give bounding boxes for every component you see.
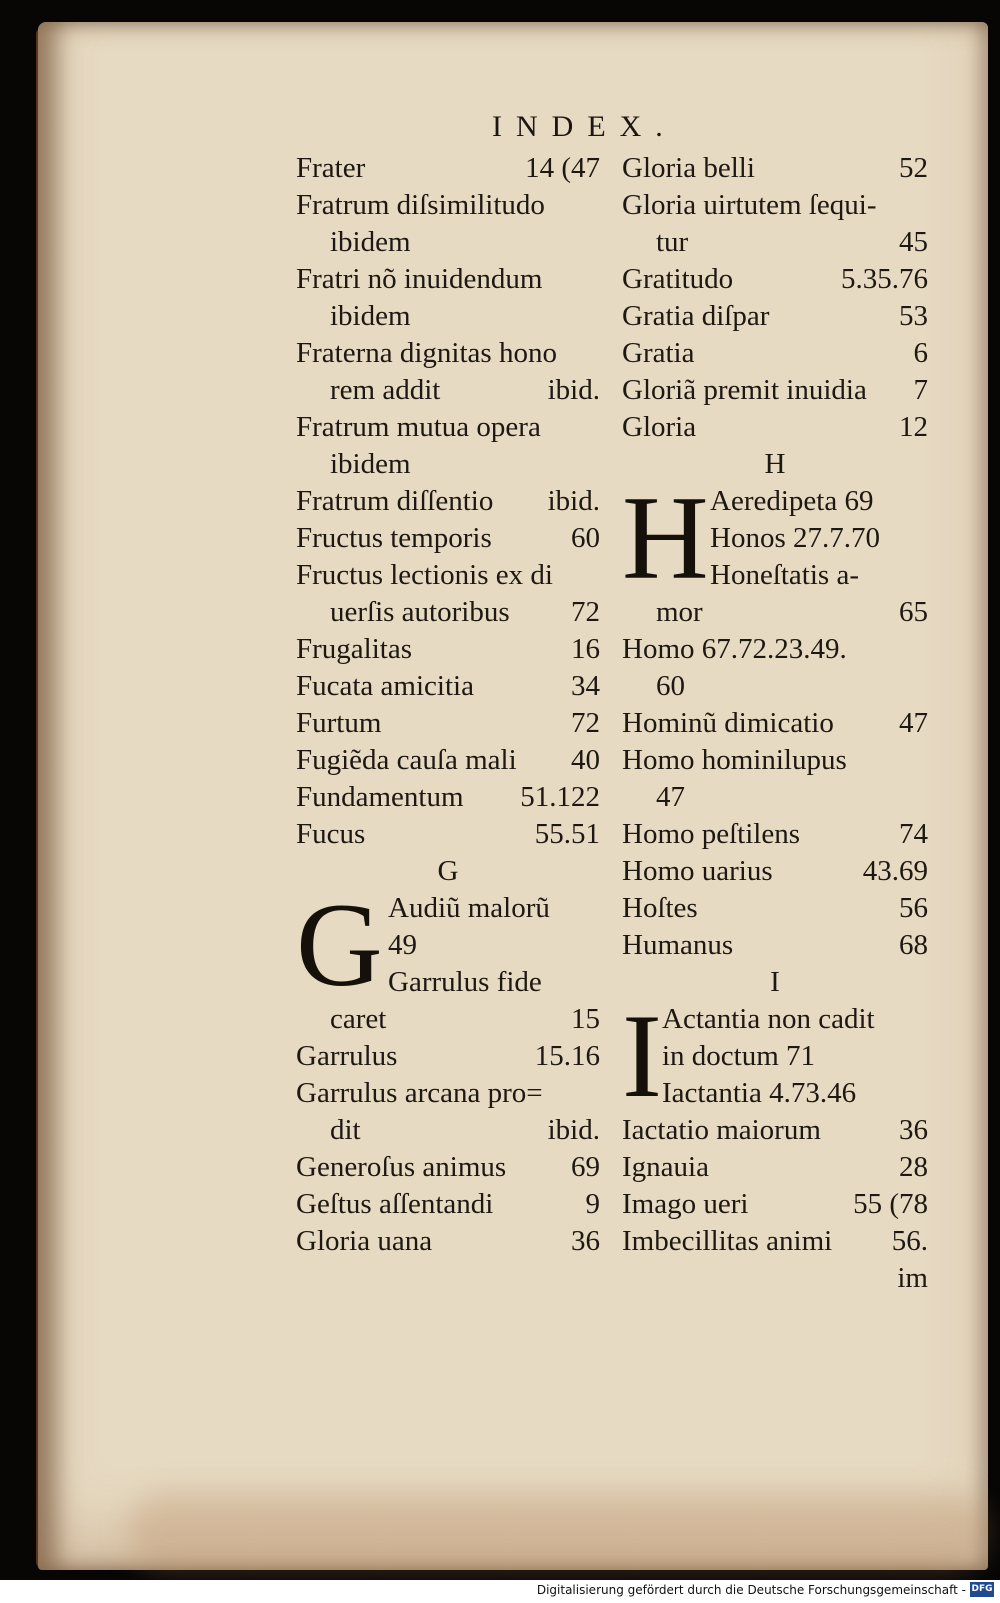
index-entry xyxy=(622,853,928,890)
index-entry xyxy=(296,483,600,520)
footer-credit: Digitalisierung gefördert durch die Deutsche Forschungsgemeinschaft - xyxy=(536,1583,966,1597)
entry-term: Frater xyxy=(296,152,366,184)
entry-page: 68 xyxy=(899,929,928,961)
entry-page: 55.51 xyxy=(534,818,600,850)
drop-cap-line: Honeſtatis a- xyxy=(710,559,859,591)
index-entry xyxy=(296,187,600,224)
entry-term: Frugalitas xyxy=(296,633,412,665)
index-entry xyxy=(296,520,600,557)
entry-term: dit xyxy=(330,1114,361,1146)
entry-page: 47 xyxy=(899,707,928,739)
entry-term: Gloriã premit inuidia xyxy=(622,374,867,406)
entry-term: Hoſtes xyxy=(622,892,698,924)
index-entry xyxy=(296,1001,600,1038)
entry-page: 60 xyxy=(571,522,600,554)
drop-cap: G xyxy=(296,878,383,1011)
entry-term: Fundamentum xyxy=(296,781,464,813)
entry-page: 74 xyxy=(899,818,928,850)
entry-page: 36 xyxy=(571,1225,600,1257)
index-entry xyxy=(622,224,928,261)
entry-term: Humanus xyxy=(622,929,734,961)
catchword: im xyxy=(897,1262,928,1294)
index-entry xyxy=(296,631,600,668)
entry-page: 7 xyxy=(913,374,928,406)
entry-term: Homo 67.72.23.49. xyxy=(622,633,847,665)
index-entry xyxy=(296,1149,600,1186)
index-entry xyxy=(296,668,600,705)
index-entry xyxy=(296,557,600,594)
index-entry xyxy=(296,1223,600,1260)
entry-page: 56 xyxy=(899,892,928,924)
entry-page: 9 xyxy=(585,1188,600,1220)
entry-term: ibidem xyxy=(330,226,411,258)
drop-cap-line: Garrulus fide xyxy=(388,966,542,998)
entry-page: 45 xyxy=(899,226,928,258)
index-entry xyxy=(296,372,600,409)
index-entry xyxy=(622,779,928,816)
drop-cap-line: in doctum 71 xyxy=(662,1040,816,1072)
index-entry xyxy=(622,150,928,187)
index-entry xyxy=(622,261,928,298)
index-entry xyxy=(622,187,928,224)
entry-page: 55 (78 xyxy=(853,1188,928,1220)
entry-term: caret xyxy=(330,1003,387,1035)
index-entry xyxy=(296,1186,600,1223)
section-letter: G xyxy=(437,855,459,887)
entry-term: Gloria uirtutem ſequi- xyxy=(622,189,877,221)
index-entry xyxy=(296,409,600,446)
entry-page: 69 xyxy=(571,1151,600,1183)
dfg-logo: DFG xyxy=(970,1582,994,1597)
entry-page: 15 xyxy=(571,1003,600,1035)
entry-page: 12 xyxy=(899,411,928,443)
entry-page: 6 xyxy=(913,337,928,369)
entry-term: Furtum xyxy=(296,707,382,739)
entry-page: 34 xyxy=(571,670,600,702)
entry-term: Gratia xyxy=(622,337,695,369)
entry-page: 40 xyxy=(571,744,600,776)
index-entry xyxy=(622,1186,928,1223)
drop-cap-line: Honos 27.7.70 xyxy=(710,522,880,554)
entry-term: Ignauia xyxy=(622,1151,709,1183)
index-entry xyxy=(622,927,928,964)
entry-term: Fratrum mutua opera xyxy=(296,411,541,443)
entry-term: Fucus xyxy=(296,818,366,850)
entry-page: 56. xyxy=(891,1225,928,1257)
index-entry xyxy=(622,1149,928,1186)
entry-page: 72 xyxy=(571,596,600,628)
index-entry xyxy=(622,372,928,409)
entry-term: ibidem xyxy=(330,300,411,332)
entry-page: 43.69 xyxy=(862,855,928,887)
index-entry xyxy=(622,816,928,853)
entry-term: uerſis autoribus xyxy=(330,596,510,628)
index-column-left xyxy=(296,150,600,1260)
index-entry xyxy=(296,1038,600,1075)
entry-page: 52 xyxy=(899,152,928,184)
entry-term: mor xyxy=(656,596,703,628)
entry-page: 51.122 xyxy=(520,781,600,813)
index-entry xyxy=(622,631,928,668)
index-entry xyxy=(622,668,928,705)
entry-term: Iactatio maiorum xyxy=(622,1114,821,1146)
entry-term: Homo peſtilens xyxy=(622,818,801,850)
entry-term: Imago ueri xyxy=(622,1188,749,1220)
entry-term: Fructus temporis xyxy=(296,522,492,554)
entry-term: Garrulus arcana pro= xyxy=(296,1077,543,1109)
drop-cap-line: 49 xyxy=(388,929,417,961)
entry-page: 65 xyxy=(899,596,928,628)
entry-term: Homo hominilupus xyxy=(622,744,847,776)
entry-page: 53 xyxy=(899,300,928,332)
index-entry xyxy=(622,705,928,742)
index-entry xyxy=(296,1075,600,1112)
entry-term: ibidem xyxy=(330,448,411,480)
section-letter: H xyxy=(764,448,786,480)
index-entry xyxy=(296,1112,600,1149)
index-entry xyxy=(296,594,600,631)
entry-term: Gratia diſpar xyxy=(622,300,770,332)
index-entry xyxy=(296,298,600,335)
running-head: INDEX. xyxy=(492,110,677,143)
index-entry xyxy=(296,224,600,261)
entry-term: Fratri nõ inuidendum xyxy=(296,263,543,295)
entry-term: tur xyxy=(656,226,689,258)
index-entry xyxy=(296,150,600,187)
entry-term: Fugiẽda cauſa mali xyxy=(296,744,517,776)
entry-term: Hominũ dimicatio xyxy=(622,707,834,739)
index-entry xyxy=(622,1112,928,1149)
entry-page: 28 xyxy=(899,1151,928,1183)
entry-page: ibid. xyxy=(547,1114,600,1146)
index-column-right xyxy=(622,150,928,1297)
footer-bar xyxy=(0,1580,1000,1603)
entry-term: Gloria xyxy=(622,411,697,443)
water-stain xyxy=(128,1492,988,1572)
drop-cap-line: Aeredipeta 69 xyxy=(710,485,874,517)
index-entry xyxy=(296,816,600,853)
entry-term: Fratrum diſſentio xyxy=(296,485,494,517)
entry-term: Homo uarius xyxy=(622,855,773,887)
index-entry xyxy=(622,1223,928,1260)
index-entry xyxy=(296,742,600,779)
entry-term: 60 xyxy=(656,670,685,702)
index-entry xyxy=(622,890,928,927)
entry-page: 5.35.76 xyxy=(841,263,928,295)
drop-cap: H xyxy=(622,471,709,604)
index-entry xyxy=(296,335,600,372)
drop-cap-block xyxy=(622,989,928,1122)
section-letter: I xyxy=(770,966,780,998)
index-entry xyxy=(296,779,600,816)
entry-page: 36 xyxy=(899,1114,928,1146)
entry-page: 14 (47 xyxy=(525,152,600,184)
entry-page: 16 xyxy=(571,633,600,665)
entry-term: Fraterna dignitas hono xyxy=(296,337,557,369)
entry-term: Gratitudo xyxy=(622,263,734,295)
entry-page: 15.16 xyxy=(534,1040,600,1072)
entry-term: Gloria uana xyxy=(296,1225,433,1257)
entry-term: Imbecillitas animi xyxy=(622,1225,833,1257)
drop-cap: I xyxy=(622,989,662,1122)
drop-cap-line: Audiũ malorũ xyxy=(388,892,550,924)
drop-cap-line: Iactantia 4.73.46 xyxy=(662,1077,857,1109)
index-entry xyxy=(296,261,600,298)
drop-cap-block xyxy=(296,878,600,1011)
index-entry xyxy=(622,298,928,335)
entry-term: Gloria belli xyxy=(622,152,755,184)
index-entry xyxy=(622,409,928,446)
entry-term: Fucata amicitia xyxy=(296,670,474,702)
entry-term: Geſtus aſſentandi xyxy=(296,1188,494,1220)
entry-term: Garrulus xyxy=(296,1040,398,1072)
entry-term: Fratrum diſsimilitudo xyxy=(296,189,545,221)
drop-cap-block xyxy=(622,471,928,604)
entry-page: ibid. xyxy=(547,485,600,517)
entry-page: 72 xyxy=(571,707,600,739)
index-entry xyxy=(296,705,600,742)
index-entry xyxy=(622,594,928,631)
entry-term: 47 xyxy=(656,781,685,813)
index-entry xyxy=(622,335,928,372)
entry-term: rem addit xyxy=(330,374,441,406)
index-entry xyxy=(622,742,928,779)
entry-term: Generoſus animus xyxy=(296,1151,507,1183)
drop-cap-line: Actantia non cadit xyxy=(662,1003,875,1035)
index-entry xyxy=(296,446,600,483)
entry-term: Fructus lectionis ex di xyxy=(296,559,553,591)
entry-page: ibid. xyxy=(547,374,600,406)
